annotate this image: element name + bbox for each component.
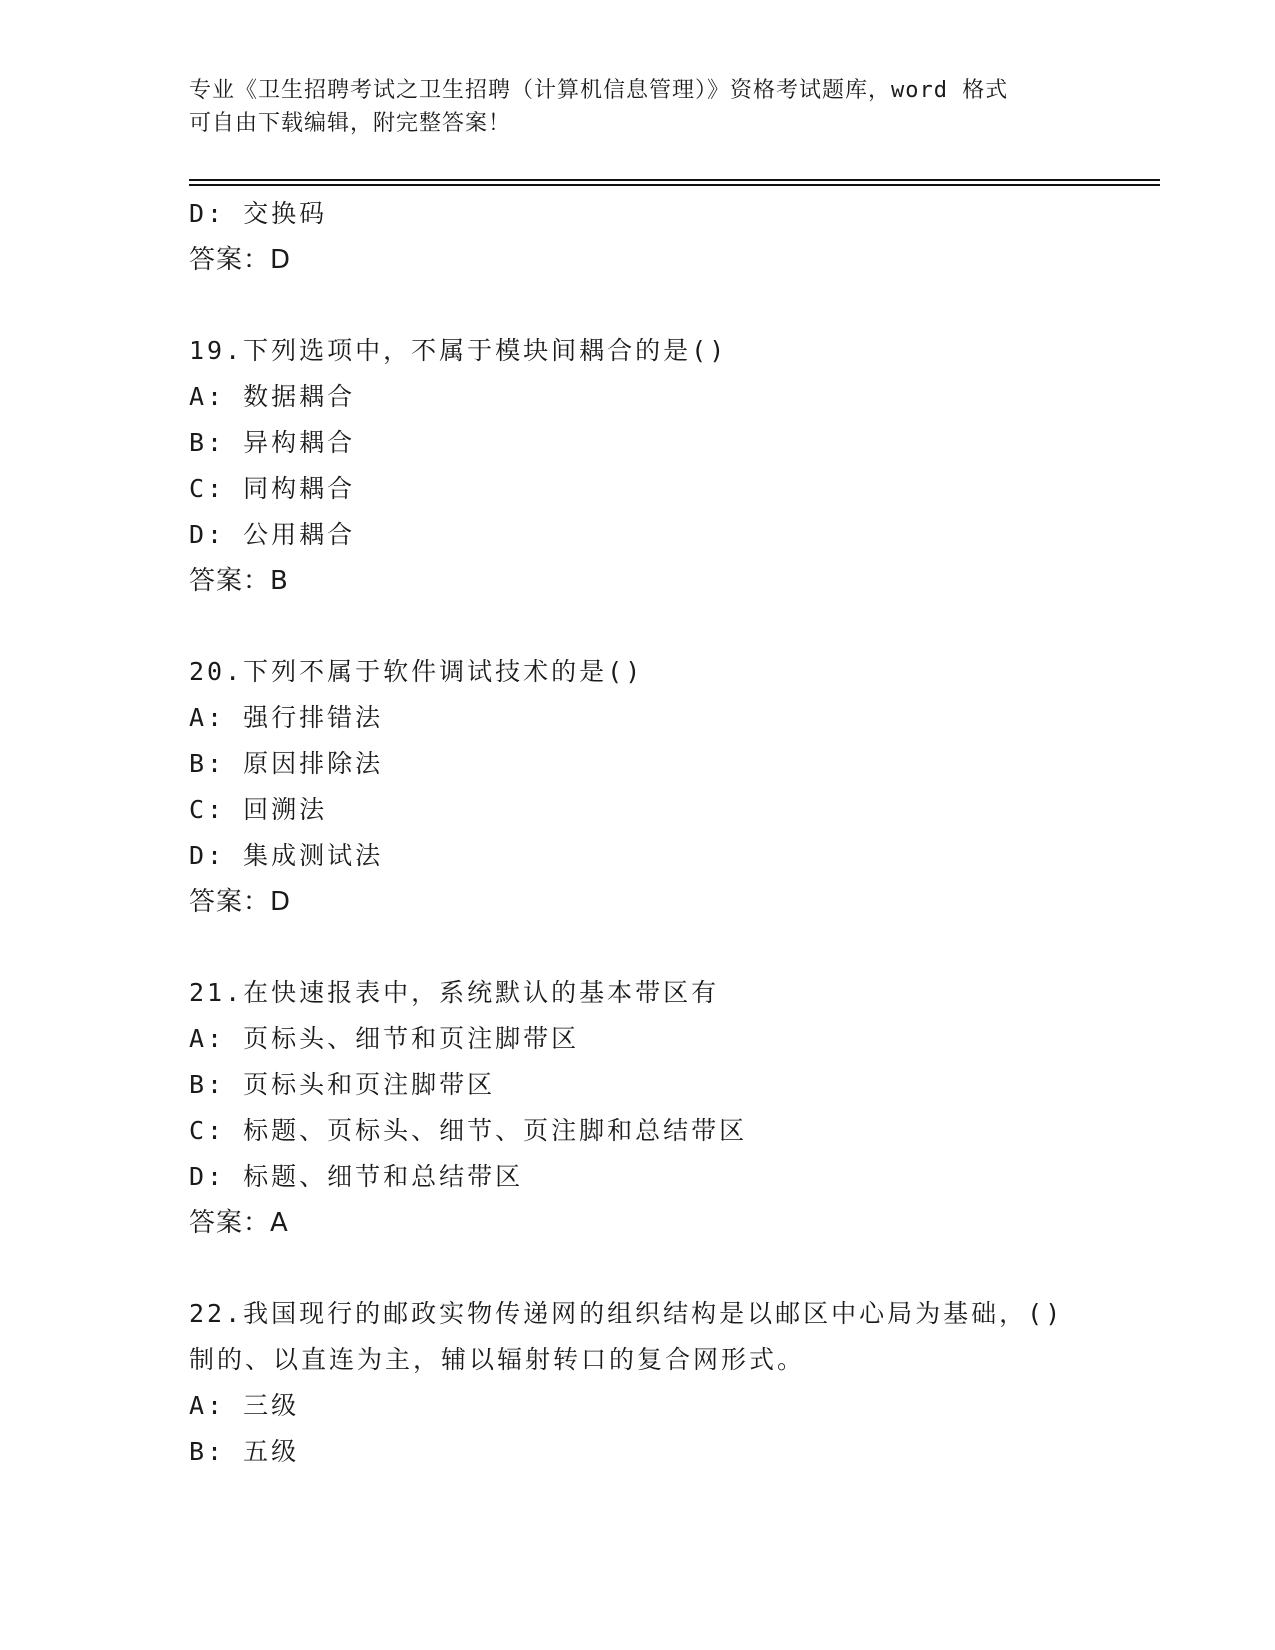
option-d: D: 标题、细节和总结带区 bbox=[189, 1162, 524, 1191]
option-d: D: 交换码 bbox=[189, 199, 328, 228]
option-d: D: 集成测试法 bbox=[189, 841, 384, 870]
question-block-21 bbox=[189, 970, 1129, 1246]
option-a: A: 数据耦合 bbox=[189, 382, 356, 411]
option-a: A: 强行排错法 bbox=[189, 703, 384, 732]
header-divider-bottom bbox=[189, 184, 1160, 186]
answer: 答案：A bbox=[189, 1208, 289, 1238]
option-b: B: 五级 bbox=[189, 1437, 300, 1466]
option-b: B: 异构耦合 bbox=[189, 428, 356, 457]
question-block-22 bbox=[189, 1291, 1129, 1475]
answer: 答案：D bbox=[189, 245, 292, 275]
question-block-20 bbox=[189, 649, 1129, 925]
spacer bbox=[189, 283, 1129, 328]
option-c: C: 同构耦合 bbox=[189, 474, 356, 503]
question-stem: 19.下列选项中，不属于模块间耦合的是() bbox=[189, 336, 728, 365]
option-b: B: 页标头和页注脚带区 bbox=[189, 1070, 496, 1099]
question-block-19 bbox=[189, 328, 1129, 604]
question-stem: 21.在快速报表中，系统默认的基本带区有 bbox=[189, 978, 720, 1007]
header-divider-top bbox=[189, 179, 1160, 181]
question-list bbox=[189, 191, 1129, 1475]
question-stem-line-1: 22.我国现行的邮政实物传递网的组织结构是以邮区中心局为基础，() bbox=[189, 1299, 1064, 1328]
option-a: A: 三级 bbox=[189, 1391, 300, 1420]
option-b: B: 原因排除法 bbox=[189, 749, 384, 778]
header-line-1: 专业《卫生招聘考试之卫生招聘（计算机信息管理）》资格考试题库，word 格式 bbox=[189, 78, 1009, 103]
spacer bbox=[189, 1246, 1129, 1291]
header-line-2: 可自由下载编辑，附完整答案！ bbox=[189, 111, 512, 136]
option-c: C: 标题、页标头、细节、页注脚和总结带区 bbox=[189, 1116, 748, 1145]
question-stem-line-2: 制的、以直连为主，辅以辐射转口的复合网形式。 bbox=[189, 1345, 806, 1374]
question-stem: 20.下列不属于软件调试技术的是() bbox=[189, 657, 644, 686]
spacer bbox=[189, 925, 1129, 970]
option-d: D: 公用耦合 bbox=[189, 520, 356, 549]
answer: 答案：B bbox=[189, 566, 289, 596]
document-header bbox=[189, 74, 1089, 140]
option-c: C: 回溯法 bbox=[189, 795, 328, 824]
answer: 答案：D bbox=[189, 887, 292, 917]
spacer bbox=[189, 604, 1129, 649]
option-a: A: 页标头、细节和页注脚带区 bbox=[189, 1024, 580, 1053]
